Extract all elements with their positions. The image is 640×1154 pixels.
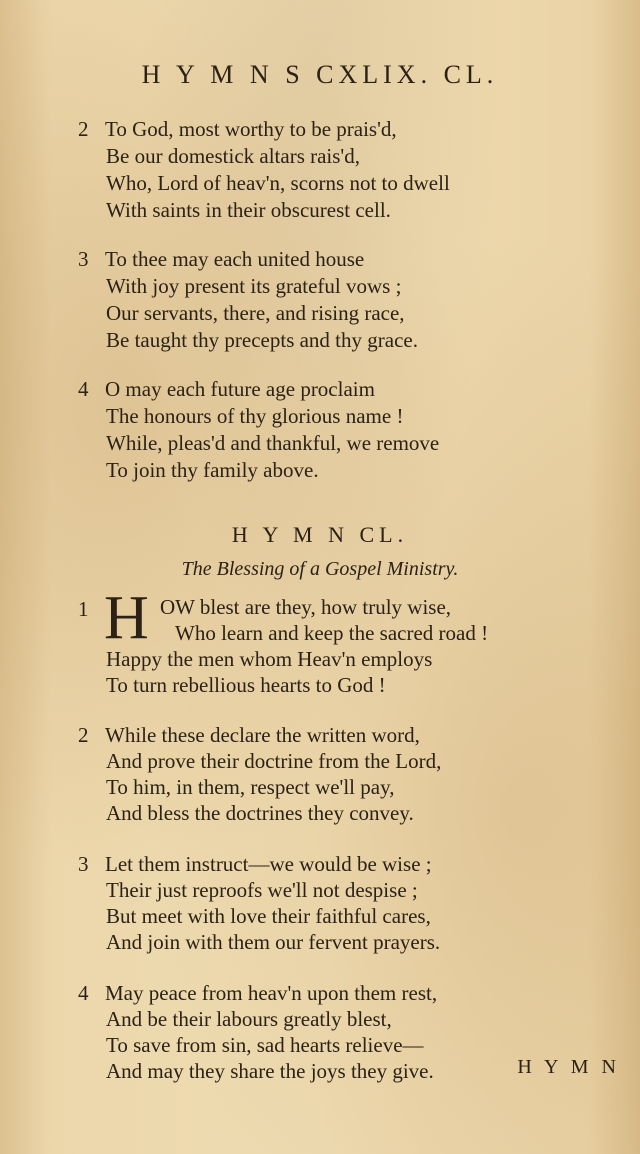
verse-line: And may they share the joys they give.	[106, 1059, 434, 1083]
verse-line: To him, in them, respect we'll pay,	[106, 775, 395, 799]
verse-line: Our servants, there, and rising race,	[106, 301, 405, 325]
verse-line: May peace from heav'n upon them rest,	[105, 981, 438, 1005]
verse-line: To turn rebellious hearts to God !	[106, 673, 386, 697]
drop-cap: H	[104, 584, 149, 652]
running-head: H Y M N S CXLIX. CL.	[141, 60, 499, 89]
verse-line: And be their labours greatly blest,	[106, 1007, 392, 1031]
stanza-number: 1	[78, 597, 89, 621]
verse-line: Who learn and keep the sacred road !	[175, 621, 489, 645]
verse-line: Who, Lord of heav'n, scorns not to dwell	[106, 171, 450, 195]
verse-line: Be taught thy precepts and thy grace.	[106, 328, 418, 352]
verse-line: The honours of thy glorious name !	[106, 404, 404, 428]
verse-line: Let them instruct—we would be wise ;	[105, 852, 432, 876]
catchword: H Y M N	[517, 1056, 620, 1078]
stanza-number: 3	[78, 247, 89, 271]
stanza-number: 4	[78, 377, 89, 401]
verse-line: To God, most worthy to be prais'd,	[105, 117, 397, 141]
verse-line: To thee may each united house	[105, 247, 365, 271]
verse-line: To join thy family above.	[106, 458, 319, 482]
verse-line: And join with them our fervent prayers.	[106, 930, 441, 954]
verse-line: OW blest are they, how truly wise,	[160, 595, 452, 619]
verse-line: O may each future age proclaim	[105, 377, 375, 401]
verse-line: And prove their doctrine from the Lord,	[106, 749, 442, 773]
verse-line: And bless the doctrines they convey.	[106, 801, 414, 825]
hymn-title: H Y M N CL.	[231, 522, 409, 547]
verse-line: While, pleas'd and thankful, we remove	[106, 431, 440, 455]
verse-line: While these declare the written word,	[105, 723, 420, 747]
stanza-number: 3	[78, 852, 89, 876]
verse-line: Their just reproofs we'll not despise ;	[106, 878, 418, 902]
verse-line: With saints in their obscurest cell.	[106, 198, 391, 222]
stanza-number: 4	[78, 981, 89, 1005]
verse-line: To save from sin, sad hearts relieve—	[106, 1033, 424, 1057]
stanza-number: 2	[78, 117, 89, 141]
verse-line: But meet with love their faithful cares,	[106, 904, 431, 928]
stanza-number: 2	[78, 723, 89, 747]
verse-line: Be our domestick altars rais'd,	[106, 144, 360, 168]
hymn-subtitle: The Blessing of a Gospel Ministry.	[181, 558, 459, 580]
verse-line: Happy the men whom Heav'n employs	[106, 647, 433, 671]
verse-line: With joy present its grateful vows ;	[106, 274, 402, 298]
